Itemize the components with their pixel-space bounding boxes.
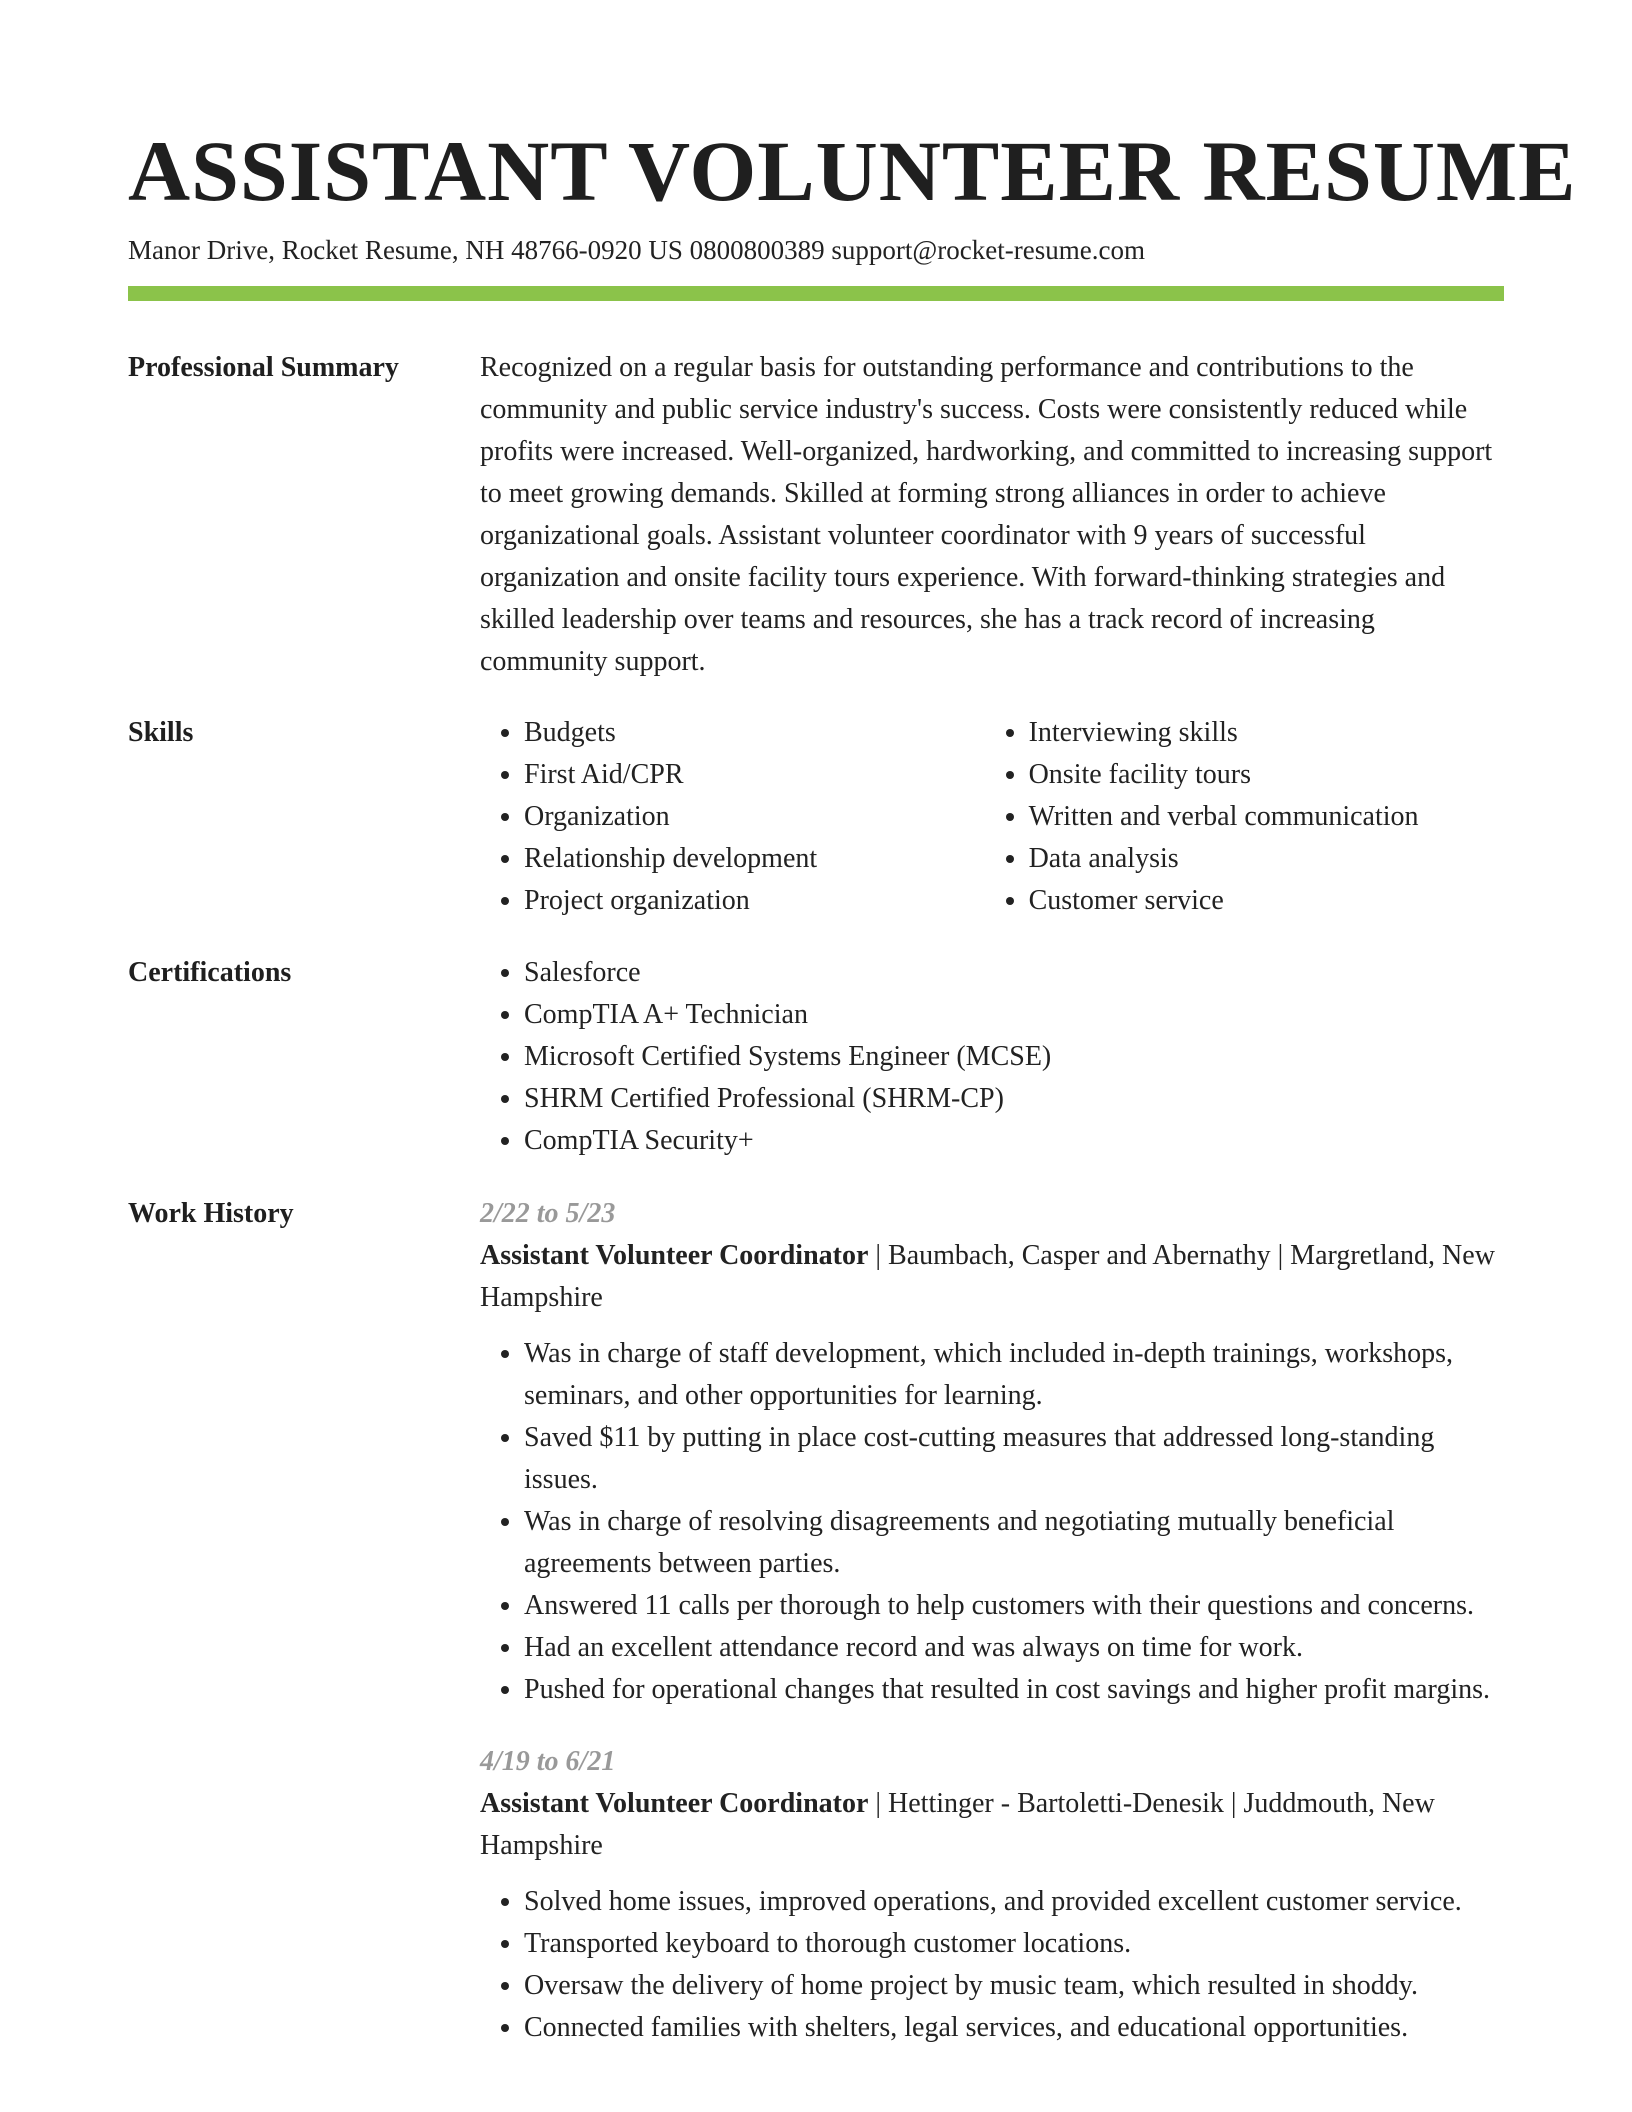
- skills-list-left: [480, 712, 945, 922]
- certification-item: • CompTIA Security+: [524, 1120, 1504, 1162]
- skill-item: • Onsite facility tours: [1029, 754, 1504, 796]
- job-bullet: • Oversaw the delivery of home project by music team, which resulted in shoddy.: [524, 1965, 1504, 2007]
- skill-item: • Organization: [524, 796, 945, 838]
- certifications-heading: Certifications: [128, 957, 292, 988]
- certifications-list: [480, 952, 1504, 1162]
- job-bullet: • Saved $11 by putting in place cost-cutting measures that addressed long-standing issues.: [524, 1417, 1504, 1501]
- job-bullet: • Solved home issues, improved operations, and provided excellent customer service.: [524, 1881, 1504, 1923]
- skills-heading: Skills: [128, 717, 194, 748]
- contact-line: Manor Drive, Rocket Resume, NH 48766-0920 US 0800800389 support@rocket-resume.com: [128, 235, 1145, 265]
- skill-item: • Written and verbal communication: [1029, 796, 1504, 838]
- job-entry: [480, 1741, 1504, 2049]
- skill-item: • Interviewing skills: [1029, 712, 1504, 754]
- summary-heading: Professional Summary: [128, 352, 399, 383]
- job-bullet: • Was in charge of staff development, which included in-depth trainings, workshops, seminars, and other opportunities for learning.: [524, 1333, 1504, 1417]
- certification-item: • SHRM Certified Professional (SHRM-CP): [524, 1078, 1504, 1120]
- skill-item: • Project organization: [524, 880, 945, 922]
- job-bullet: • Was in charge of resolving disagreements and negotiating mutually beneficial agreements between parties.: [524, 1501, 1504, 1585]
- job-bullet: • Had an excellent attendance record and was always on time for work.: [524, 1627, 1504, 1669]
- job-bullets: [480, 1333, 1504, 1711]
- job-bullet: • Answered 11 calls per thorough to help customers with their questions and concerns.: [524, 1585, 1504, 1627]
- job-dates: 4/19 to 6/21: [480, 1746, 616, 1777]
- resume-title: ASSISTANT VOLUNTEER RESUME: [128, 123, 1577, 219]
- job-title: Assistant Volunteer Coordinator: [480, 1788, 869, 1819]
- certification-item: • CompTIA A+ Technician: [524, 994, 1504, 1036]
- job-header: [480, 1783, 1504, 1867]
- certification-item: • Microsoft Certified Systems Engineer (MCSE): [524, 1036, 1504, 1078]
- job-header: [480, 1235, 1504, 1319]
- job-bullet: • Transported keyboard to thorough customer locations.: [524, 1923, 1504, 1965]
- skill-item: • Budgets: [524, 712, 945, 754]
- accent-divider: [128, 286, 1504, 301]
- job-bullet: • Connected families with shelters, legal services, and educational opportunities.: [524, 2007, 1504, 2049]
- skill-item: • Customer service: [1029, 880, 1504, 922]
- job-employer-location: | Hettinger - Bartoletti-Denesik | Juddmouth, New Hampshire: [480, 1788, 1435, 1861]
- job-title: Assistant Volunteer Coordinator: [480, 1240, 869, 1271]
- certification-item: • Salesforce: [524, 952, 1504, 994]
- job-bullets: [480, 1881, 1504, 2049]
- job-entry: [480, 1193, 1504, 1711]
- job-employer-location: | Baumbach, Casper and Abernathy | Margretland, New Hampshire: [480, 1240, 1495, 1313]
- summary-text: Recognized on a regular basis for outstanding performance and contributions to the community and public service industry's success. Costs were consistently reduced while profits were increased. Well-organized, hardworking, and committed to increasing support to meet growing demands. Skilled at forming strong alliances in order to achieve organizational goals. Assistant volunteer coordinator with 9 years of successful organization and onsite facility tours experience. With forward-thinking strategies and skilled leadership over teams and resources, she has a track record of increasing community support.: [480, 352, 1493, 677]
- resume-header: [128, 118, 1577, 270]
- job-bullet: • Pushed for operational changes that resulted in cost savings and higher profit margins.: [524, 1669, 1504, 1711]
- skill-item: • First Aid/CPR: [524, 754, 945, 796]
- skills-list-right: [985, 712, 1504, 922]
- skill-item: • Relationship development: [524, 838, 945, 880]
- work-history-heading: Work History: [128, 1198, 294, 1229]
- skill-item: • Data analysis: [1029, 838, 1504, 880]
- job-dates: 2/22 to 5/23: [480, 1198, 616, 1229]
